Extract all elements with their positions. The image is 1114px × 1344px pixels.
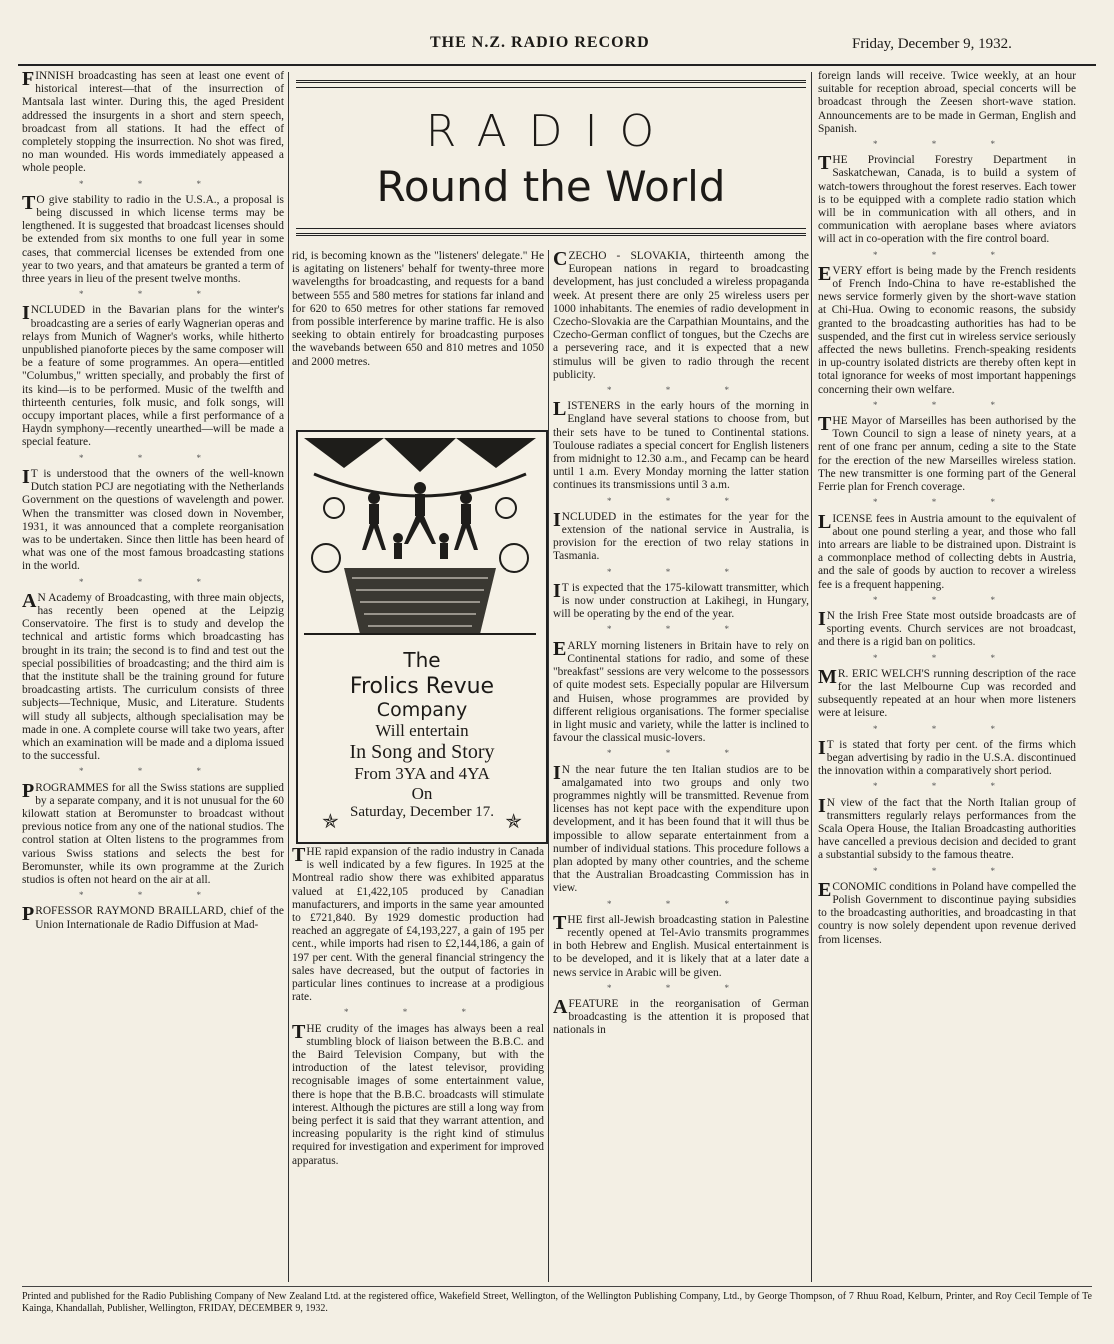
- column-4: [818, 70, 1076, 949]
- news-item: IT is stated that forty per cent. of the firms which began advertising by radio in the U.S.A. discontinued the innovation within a comparatively short period.: [818, 736, 1076, 778]
- revue-dancers-illustration: [304, 438, 536, 638]
- section-subtitle: Round the World: [376, 162, 726, 211]
- separator-stars: * * *: [873, 399, 1021, 410]
- news-item: THE rapid expansion of the radio industry in Canada is well indicated by a few figures. In 1925 at the Montreal radio show there was exhibited apparatus valued at £1,422,105 produced by Canadian manufacturers, and imports in the same year amounted to £721,840. By 1929 domestic production had reached an aggregate of £4,193,227, a gain of 195 per cent., while imports had risen to £2,144,186, a gain of 197 per cent. With the general financial stringency the sales have decreased, but the output of factories in particular lines continues to increase at a prodigious rate.: [292, 844, 544, 1004]
- newspaper-title: THE N.Z. RADIO RECORD: [430, 34, 650, 51]
- separator-stars: * * *: [873, 781, 1021, 792]
- section-title: RADIO: [425, 106, 677, 157]
- separator-stars: * * *: [607, 748, 755, 759]
- separator-stars: * * *: [79, 178, 227, 189]
- star-icon: ✯: [505, 811, 522, 833]
- ad-stations: From 3YA and 4YA: [354, 764, 490, 783]
- column-divider: [288, 72, 289, 1282]
- separator-stars: * * *: [873, 723, 1021, 734]
- masthead-rule: [18, 64, 1096, 66]
- news-item: AFEATURE in the reorganisation of German broadcasting is the attention it is proposed that nationals in: [553, 995, 809, 1037]
- ad-company-name: Frolics Revue: [349, 674, 495, 699]
- news-item: LICENSE fees in Austria amount to the equivalent of about one pound sterling a year, and those who fall into arrears are liable to be distrained upon. Distraint is a commonplace method of collecting debts in Austria, and the sale of goods by auction to recover a wireless fee is a frequent happening.: [818, 510, 1076, 591]
- news-item: TO give stability to radio in the U.S.A., a proposal is being discussed in which license terms may be lengthened. It is suggested that broadcast licenses should be extended from six months to one full year in some cases, that commercial licenses be extended from one year to two years, and that amateurs be granted a term of three years in lieu of the present twelve months.: [22, 191, 284, 286]
- news-item: FINNISH broadcasting has seen at least one event of historical interest—that of the insurrection of Mantsala last winter. During this, the aged President addressed the insurgents in a short and stern speech, broadcast from all stations. It had the effect of completely stopping the insurrection. No shot was fired, no man wounded. His words immediately appeased a whole people.: [22, 68, 284, 175]
- star-icon: ✯: [322, 811, 339, 833]
- header-rule-bottom: [296, 228, 806, 236]
- separator-stars: * * *: [873, 594, 1021, 605]
- news-item: EARLY morning listeners in Britain have to rely on Continental stations for radio, and some of these "breakfast" sessions are very welcome to the possessors of quite modest sets. Especially popular are Hilversum and Huisen, whose programmes are provided by different religious organisations. The former specialise in light music and variety, while the latter is inclined to favour the classical music-lovers.: [553, 637, 809, 745]
- news-item: INCLUDED in the estimates for the year for the extension of the national service in Australia, is provision for the erection of two relay stations in Tasmania.: [553, 508, 809, 563]
- separator-stars: * * *: [79, 289, 227, 300]
- ad-the: The: [403, 648, 441, 672]
- news-item: CZECHO - SLOVAKIA, thirteenth among the European nations in regard to broadcasting development, has just concluded a wireless propaganda week. At present there are only 25 wireless users per 1000 inhabitants. The enemies of radio development in Czecho-Slovakia are the Carpathian Mountains, and the Czecho-German conflict of tongues, but the Czechs are a persevering race, and it is expected that a new stimulus will be given to radio through the recent publicity.: [553, 248, 809, 381]
- separator-stars: * * *: [607, 624, 755, 635]
- advertisement-text: [298, 648, 546, 821]
- separator-stars: * * *: [873, 139, 1021, 150]
- news-item: THE Mayor of Marseilles has been authorised by the Town Council to sign a lease of ninety years, at a rent of one franc per annum, ceding a site to the State for the erection of the new Marseilles wireless station. The new transmitter is one forming part of the General Ferrie plan for French coverage.: [818, 413, 1076, 494]
- news-item-continued: foreign lands will receive. Twice weekly, at an hour suitable for reception abroad, special concerts will be broadcast through the Zeesen short-wave station. Announcements are to be made in German, English and Spanish.: [818, 70, 1076, 135]
- news-item-continued: rid, is becoming known as the "listeners' delegate." He is agitating on listeners' behalf for twenty-three more wavelengths for broadcasting, and requests for a band between 555 and 580 metres for stations far inland and for 620 to 650 metres for other stations far removed from possible interference by marine traffic. He is also seeking to obtain entirely for broadcasting purposes the wavebands between 650 and 810 metres and 1050 and 2000 metres.: [292, 250, 544, 368]
- separator-stars: * * *: [607, 495, 755, 506]
- news-item: THE crudity of the images has always been a real stumbling block of liaison between the B.B.C. and the Baird Television Company, but with the introduction of the latest televisor, providing recognisable images of some entertainment value, there is hope that the B.B.C. broadcasts will stimulate interest. Although the pictures are still a long way from being perfect it is said that they warrant attention, and increasing popularity is the right kind of stimulus required for investigation and experiment for improved apparatus.: [292, 1020, 544, 1167]
- column-2: [292, 250, 544, 371]
- separator-stars: * * *: [344, 1007, 492, 1018]
- separator-stars: * * *: [607, 566, 755, 577]
- section-header: [296, 80, 806, 240]
- separator-stars: * * *: [607, 385, 755, 396]
- column-3: [553, 250, 809, 1040]
- news-item: PROFESSOR RAYMOND BRAILLARD, chief of the Union Internationale de Radio Diffusion at Mad-: [22, 903, 284, 931]
- column-divider: [548, 250, 549, 1282]
- news-item: INCLUDED in the Bavarian plans for the winter's broadcasting are a series of early Wagnerian operas and relays from Munich of Wagner's works, while hitherto unpublished pianoforte pieces by the same composer will be a feature of some programmes. An opera—entitled "Columbus," written specially, and probably the first of its kind—is to be performed. Music of the twelfth and thirteenth centuries, folk music, and folk songs, will occupy important places, while a first performance of a Haydn symphony—recently unearthed—will be made a special feature.: [22, 302, 284, 449]
- ad-song-and-story: In Song and Story: [349, 741, 495, 763]
- column-1: [22, 70, 284, 934]
- header-rule-top: [296, 80, 806, 88]
- ad-will-entertain: Will entertain: [375, 721, 469, 740]
- separator-stars: * * *: [873, 652, 1021, 663]
- news-item: AN Academy of Broadcasting, with three main objects, has recently been opened at the Leipzig Conservatoire. The first is to study and develop the technical and artistic forms which broadcasting has brought in its train; the second is to find and test out the special possibilities of broadcasting; and the third aim is that the institute shall be the training ground for future broadcasting artists. The curriculum consists of three subjects—Technique, Music, and Literature. Students will study all subjects, although specialisation may be made in one. A complete course will take two years, after which an examination will be made and a diploma issued to the successful.: [22, 589, 284, 763]
- news-item: PROGRAMMES for all the Swiss stations are supplied by a separate company, and it is not unusual for the 60 kilowatt station at Beromunster to broadcast without previous notice from any one of the national studios. The control station at Olten listens to the programmes from various Swiss stations and selects the best for Beromunster, while its own programme at the Zurich studios is often not heard on the air at all.: [22, 779, 284, 886]
- separator-stars: * * *: [607, 898, 755, 909]
- masthead: [0, 0, 1114, 70]
- separator-stars: * * *: [873, 497, 1021, 508]
- separator-stars: * * *: [79, 576, 227, 587]
- news-item: IN the Irish Free State most outside broadcasts are of sporting events. Church services are not broadcast, and there is a rigid ban on politics.: [818, 607, 1076, 649]
- news-item: THE first all-Jewish broadcasting station in Palestine recently opened at Tel-Avio transmits programmes in both Hebrew and English. Musical entertainment is to be developed, and it is likely that at a later date a news service in Arabic will be given.: [553, 911, 809, 979]
- news-item: THE Provincial Forestry Department in Saskatchewan, Canada, is to build a system of watch-towers throughout the forest reserves. Each tower is to be equipped with a complete radio station which will be in communication with all others, and in communication with aeroplane bases where aviators will act in co-operation with the fire control board.: [818, 152, 1076, 246]
- news-item: IN view of the fact that the North Italian group of transmitters regularly relays performances from the Scala Opera House, the Italian Broadcasting authorities have cancelled a previous decision and decided to grant a substantial subsidy to the famous theatre.: [818, 794, 1076, 862]
- ad-on: On: [411, 784, 433, 803]
- news-item: IT is expected that the 175-kilowatt transmitter, which is now under construction at Lakihegi, in Hungary, will be operating by the end of the year.: [553, 579, 809, 621]
- news-item: EVERY effort is being made by the French residents of French Indo-China to have re-established the news service formerly given by the short-wave station at Chi-Hua. Owing to economic reasons, the subsidy granted to the broadcasting authorities has had to be suspended, and the first cut in wireless service seriously affected the news bulletins. French-speaking residents in up-country isolated districts are thereby often kept in total ignorance for weeks of most important happenings concerning their own welfare.: [818, 262, 1076, 396]
- column-divider: [811, 72, 812, 1282]
- separator-stars: * * *: [873, 249, 1021, 260]
- separator-stars: * * *: [607, 982, 755, 993]
- ad-date: Saturday, December 17.: [350, 804, 494, 820]
- news-item: ECONOMIC conditions in Poland have compelled the Polish Government to discontinue paying subsidies to the broadcasting authorities, and broadcasting in that country is now solely dependent upon revenue derived from licenses.: [818, 878, 1076, 946]
- issue-date: Friday, December 9, 1932.: [852, 36, 1012, 52]
- news-item: MR. ERIC WELCH'S running description of the race for the last Melbourne Cup was recorded and subsequently repeated at an hour when more listeners were at leisure.: [818, 665, 1076, 720]
- news-item: LISTENERS in the early hours of the morning in England have several stations to choose from, but their sets have to be tuned to Continental stations. Toulouse radiates a special concert for English listeners from midnight to 12.30 a.m., and Fecamp can be heard until 1 a.m. Every Monday morning the latter station continues its transmissions until 3 a.m.: [553, 398, 809, 492]
- imprint-footer: Printed and published for the Radio Publishing Company of New Zealand Ltd. at the registered office, Wakefield Street, Wellington, of the Wellington Publishing Company, Ltd., by George Thompson, of 7 Rhuu Road, Kelburn, Printer, and Roy Cecil Temple of Te Kainga, Khandallah, Publisher, Wellington, FRIDAY, DECEMBER 9, 1932.: [22, 1286, 1092, 1315]
- news-item: IN the near future the ten Italian studios are to be amalgamated into two groups and only two programmes nightly will be transmitted. Revenue from licenses has not kept pace with the expenditure upon development, and it has been found that it will thus be impossible to allow separate entertainment from a number of individual stations. This procedure follows a plan adopted by many other countries, and the scheme that the Australian Broadcasting Commission has in view.: [553, 761, 809, 895]
- separator-stars: * * *: [79, 890, 227, 901]
- advertisement: [296, 430, 548, 844]
- separator-stars: * * *: [79, 452, 227, 463]
- separator-stars: * * *: [79, 766, 227, 777]
- news-item: IT is understood that the owners of the well-known Dutch station PCJ are negotiating with the Netherlands Government on the questions of wavelength and power. When the transmitter was closed down in November, 1931, it was announced that a complete reorganisation was to be undertaken. Since then little has been heard of what was one of the most famous broadcasting stations in the world.: [22, 465, 284, 573]
- separator-stars: * * *: [873, 865, 1021, 876]
- ad-company: Company: [376, 699, 468, 721]
- column-2-lower: [292, 846, 544, 1170]
